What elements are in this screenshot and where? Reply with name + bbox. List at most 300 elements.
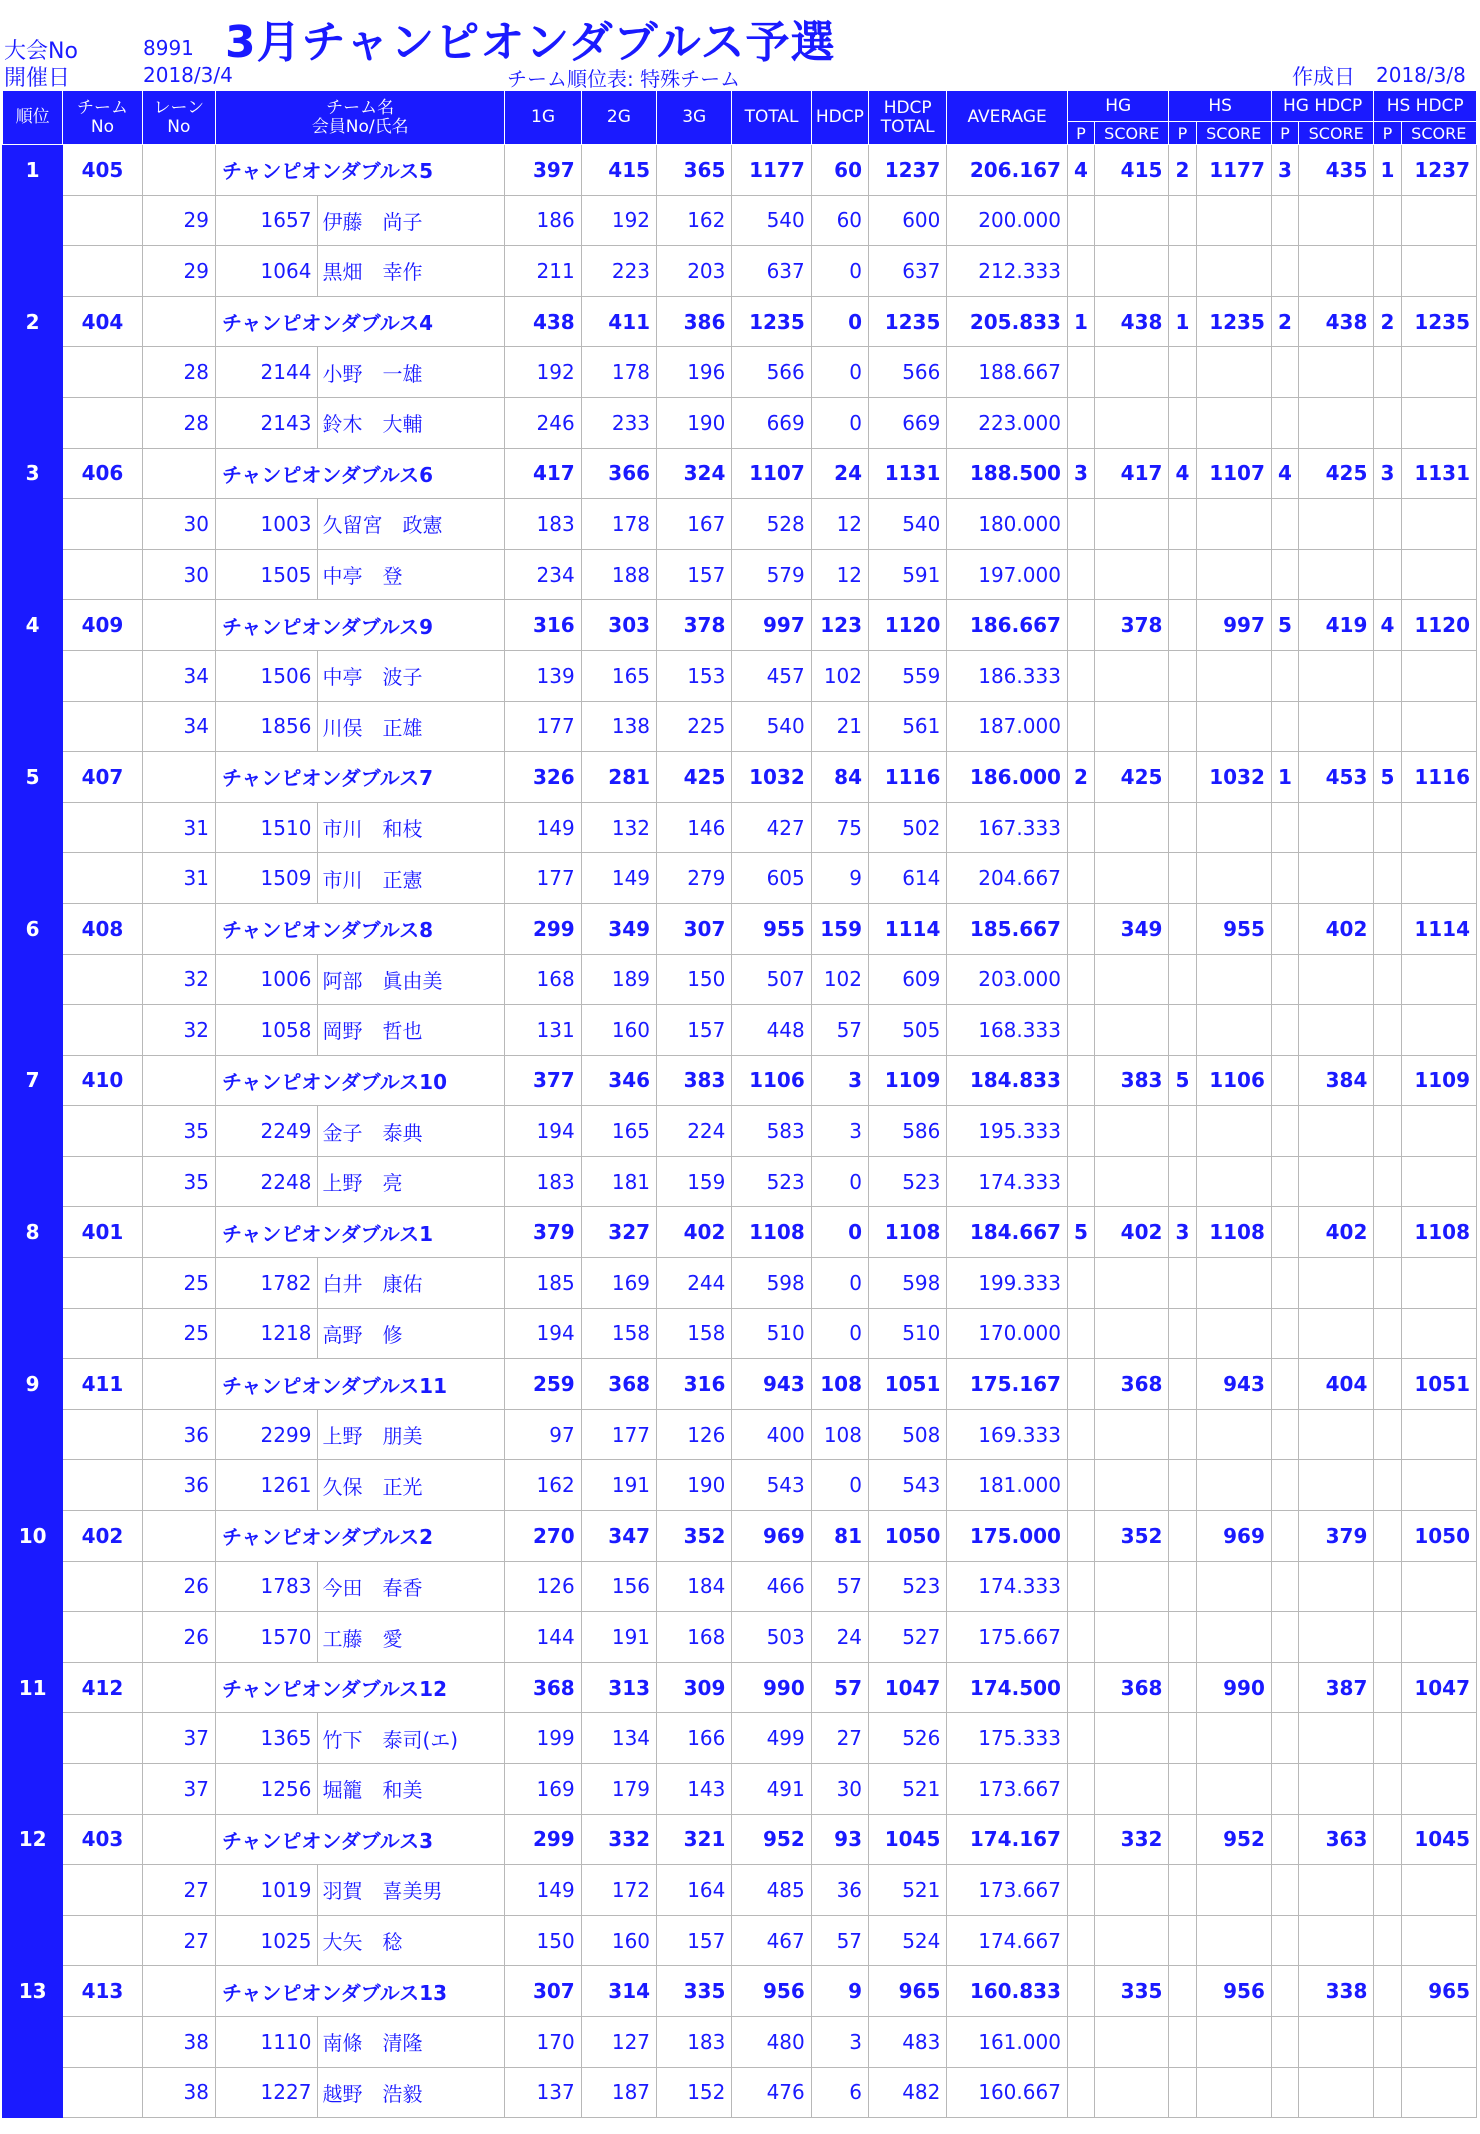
avg-cell: 199.333 — [947, 1258, 1068, 1309]
created-date: 2018/3/8 — [1376, 63, 1466, 87]
avg-cell: 167.333 — [947, 802, 1068, 853]
g2-cell: 169 — [581, 1258, 656, 1309]
hg-place-cell: 3 — [1067, 448, 1094, 499]
empty-cell — [1401, 1764, 1477, 1815]
hdcp-cell: 0 — [811, 296, 868, 347]
hg-score-cell: 378 — [1095, 600, 1169, 651]
g1-cell: 199 — [505, 1713, 581, 1764]
empty-cell — [1169, 2016, 1196, 2067]
g3-cell: 378 — [657, 600, 732, 651]
hg-place-cell — [1067, 1966, 1094, 2017]
empty-cell — [1374, 246, 1401, 297]
empty-cell — [1374, 1561, 1401, 1612]
avg-cell: 161.000 — [947, 2016, 1068, 2067]
team-no-cell: 402 — [63, 1511, 142, 1562]
hs-score-cell: 997 — [1196, 600, 1271, 651]
empty-cell — [1067, 2016, 1094, 2067]
member-name-cell: 阿部 眞由美 — [318, 954, 505, 1005]
member-no-cell: 1110 — [215, 2016, 317, 2067]
hs-hdcp-place-cell: 3 — [1374, 448, 1401, 499]
empty-cell — [1169, 1915, 1196, 1966]
empty-cell — [1271, 1005, 1298, 1056]
hg-place-cell — [1067, 600, 1094, 651]
empty-cell — [1095, 499, 1169, 550]
member-row — [3, 2016, 1477, 2067]
empty-cell — [1299, 853, 1374, 904]
empty-cell — [1169, 1764, 1196, 1815]
team-row — [3, 145, 1477, 196]
empty-cell — [1271, 1915, 1298, 1966]
empty-cell — [1169, 499, 1196, 550]
lane-cell: 25 — [142, 1258, 215, 1309]
team-name-cell: チャンピオンダブルス6 — [215, 448, 504, 499]
member-name-cell: 羽賀 喜美男 — [318, 1865, 505, 1916]
col-hg-p: P — [1067, 122, 1094, 145]
team-row — [3, 752, 1477, 803]
g2-cell: 138 — [581, 701, 656, 752]
empty-cell — [1196, 246, 1271, 297]
lane-cell: 35 — [142, 1106, 215, 1157]
hg-place-cell: 5 — [1067, 1207, 1094, 1258]
hg-hdcp-score-cell: 419 — [1299, 600, 1374, 651]
avg-cell: 170.000 — [947, 1308, 1068, 1359]
lane-cell: 26 — [142, 1612, 215, 1663]
empty-cell — [1196, 853, 1271, 904]
empty-cell — [1095, 1106, 1169, 1157]
total-cell: 457 — [732, 650, 811, 701]
hdcp-total-cell: 1050 — [869, 1511, 947, 1562]
col-hgh-p: P — [1271, 122, 1298, 145]
lane-cell — [142, 600, 215, 651]
avg-cell: 200.000 — [947, 195, 1068, 246]
rank-cell: 1 — [3, 145, 63, 196]
lane-cell — [142, 1662, 215, 1713]
lane-cell: 37 — [142, 1764, 215, 1815]
hs-hdcp-place-cell — [1374, 1055, 1401, 1106]
empty-cell — [1169, 802, 1196, 853]
hdcp-total-cell: 521 — [869, 1865, 947, 1916]
empty-cell — [1271, 853, 1298, 904]
empty-cell — [1401, 1713, 1477, 1764]
empty-cell — [1271, 499, 1298, 550]
member-name-cell: 鈴木 大輔 — [318, 397, 505, 448]
avg-cell: 205.833 — [947, 296, 1068, 347]
team-no-cell: 408 — [63, 903, 142, 954]
hdcp-cell: 24 — [811, 1612, 868, 1663]
total-cell: 476 — [732, 2067, 811, 2118]
hs-hdcp-place-cell — [1374, 1814, 1401, 1865]
hdcp-total-cell: 559 — [869, 650, 947, 701]
empty-cell — [1095, 853, 1169, 904]
team-name-cell: チャンピオンダブルス3 — [215, 1814, 504, 1865]
empty-cell — [1299, 1460, 1374, 1511]
total-cell: 466 — [732, 1561, 811, 1612]
g2-cell: 233 — [581, 397, 656, 448]
empty-cell — [1374, 1460, 1401, 1511]
hs-place-cell — [1169, 1966, 1196, 2017]
avg-cell: 175.333 — [947, 1713, 1068, 1764]
team-no-cell: 404 — [63, 296, 142, 347]
avg-cell: 160.667 — [947, 2067, 1068, 2118]
team-no-cell — [63, 246, 142, 297]
empty-cell — [1299, 802, 1374, 853]
hs-place-cell: 5 — [1169, 1055, 1196, 1106]
empty-cell — [1196, 1561, 1271, 1612]
member-row — [3, 246, 1477, 297]
hs-hdcp-place-cell — [1374, 1207, 1401, 1258]
team-row — [3, 1662, 1477, 1713]
hdcp-total-cell: 483 — [869, 2016, 947, 2067]
col-hs: HS — [1169, 91, 1271, 122]
rank-cell — [3, 2016, 63, 2067]
hs-hdcp-place-cell — [1374, 1511, 1401, 1562]
g2-cell: 411 — [581, 296, 656, 347]
hdcp-cell: 30 — [811, 1764, 868, 1815]
rank-cell — [3, 1156, 63, 1207]
rank-cell — [3, 246, 63, 297]
member-row — [3, 499, 1477, 550]
empty-cell — [1067, 1308, 1094, 1359]
total-cell: 427 — [732, 802, 811, 853]
empty-cell — [1067, 1612, 1094, 1663]
empty-cell — [1067, 1764, 1094, 1815]
empty-cell — [1401, 1258, 1477, 1309]
member-row — [3, 1308, 1477, 1359]
rank-cell — [3, 1460, 63, 1511]
g3-cell: 158 — [657, 1308, 732, 1359]
empty-cell — [1299, 1612, 1374, 1663]
member-row — [3, 1764, 1477, 1815]
empty-cell — [1067, 1915, 1094, 1966]
empty-cell — [1196, 549, 1271, 600]
empty-cell — [1196, 701, 1271, 752]
empty-cell — [1067, 1409, 1094, 1460]
g3-cell: 365 — [657, 145, 732, 196]
hg-hdcp-place-cell: 5 — [1271, 600, 1298, 651]
hdcp-total-cell: 561 — [869, 701, 947, 752]
hg-hdcp-place-cell — [1271, 1511, 1298, 1562]
team-no-cell — [63, 802, 142, 853]
hs-hdcp-score-cell: 1109 — [1401, 1055, 1477, 1106]
hdcp-cell: 75 — [811, 802, 868, 853]
empty-cell — [1374, 1409, 1401, 1460]
hs-hdcp-place-cell — [1374, 1662, 1401, 1713]
hg-hdcp-score-cell: 435 — [1299, 145, 1374, 196]
total-cell: 566 — [732, 347, 811, 398]
g3-cell: 126 — [657, 1409, 732, 1460]
avg-cell: 174.167 — [947, 1814, 1068, 1865]
member-no-cell: 2143 — [215, 397, 317, 448]
empty-cell — [1067, 347, 1094, 398]
g3-cell: 324 — [657, 448, 732, 499]
g2-cell: 191 — [581, 1612, 656, 1663]
g3-cell: 153 — [657, 650, 732, 701]
total-cell: 1177 — [732, 145, 811, 196]
total-cell: 540 — [732, 195, 811, 246]
hs-place-cell — [1169, 600, 1196, 651]
g3-cell: 162 — [657, 195, 732, 246]
hg-hdcp-place-cell: 3 — [1271, 145, 1298, 196]
team-no-cell — [63, 1713, 142, 1764]
g2-cell: 191 — [581, 1460, 656, 1511]
avg-cell: 184.667 — [947, 1207, 1068, 1258]
hg-hdcp-score-cell: 387 — [1299, 1662, 1374, 1713]
empty-cell — [1271, 347, 1298, 398]
hg-hdcp-score-cell: 384 — [1299, 1055, 1374, 1106]
hdcp-total-cell: 505 — [869, 1005, 947, 1056]
empty-cell — [1401, 1156, 1477, 1207]
hs-score-cell: 943 — [1196, 1359, 1271, 1410]
team-name-cell: チャンピオンダブルス2 — [215, 1511, 504, 1562]
empty-cell — [1095, 549, 1169, 600]
team-row — [3, 1359, 1477, 1410]
team-no-cell — [63, 1005, 142, 1056]
hdcp-total-cell: 609 — [869, 954, 947, 1005]
empty-cell — [1169, 1865, 1196, 1916]
hdcp-cell: 9 — [811, 853, 868, 904]
lane-cell: 38 — [142, 2067, 215, 2118]
hs-place-cell — [1169, 903, 1196, 954]
team-row — [3, 296, 1477, 347]
empty-cell — [1401, 802, 1477, 853]
g2-cell: 179 — [581, 1764, 656, 1815]
team-no-cell — [63, 1865, 142, 1916]
total-cell: 1108 — [732, 1207, 811, 1258]
member-row — [3, 802, 1477, 853]
hdcp-total-cell: 598 — [869, 1258, 947, 1309]
empty-cell — [1374, 802, 1401, 853]
hdcp-total-cell: 965 — [869, 1966, 947, 2017]
g3-cell: 309 — [657, 1662, 732, 1713]
team-no-cell — [63, 1561, 142, 1612]
empty-cell — [1299, 2067, 1374, 2118]
rank-cell — [3, 853, 63, 904]
empty-cell — [1196, 1865, 1271, 1916]
empty-cell — [1169, 1106, 1196, 1157]
member-name-cell: 市川 和枝 — [318, 802, 505, 853]
member-name-cell: 竹下 泰司(エ) — [318, 1713, 505, 1764]
empty-cell — [1067, 853, 1094, 904]
team-no-cell — [63, 853, 142, 904]
member-name-cell: 南條 清隆 — [318, 2016, 505, 2067]
g2-cell: 165 — [581, 650, 656, 701]
empty-cell — [1169, 397, 1196, 448]
hg-hdcp-place-cell — [1271, 1966, 1298, 2017]
empty-cell — [1095, 1915, 1169, 1966]
avg-cell: 173.667 — [947, 1865, 1068, 1916]
member-row — [3, 1106, 1477, 1157]
team-row — [3, 600, 1477, 651]
empty-cell — [1196, 195, 1271, 246]
hs-place-cell: 2 — [1169, 145, 1196, 196]
g3-cell: 143 — [657, 1764, 732, 1815]
empty-cell — [1196, 1713, 1271, 1764]
empty-cell — [1169, 1308, 1196, 1359]
hdcp-cell: 12 — [811, 499, 868, 550]
empty-cell — [1169, 195, 1196, 246]
empty-cell — [1196, 1915, 1271, 1966]
hdcp-total-cell: 543 — [869, 1460, 947, 1511]
member-no-cell: 1256 — [215, 1764, 317, 1815]
hdcp-cell: 60 — [811, 195, 868, 246]
lane-cell: 29 — [142, 246, 215, 297]
member-no-cell: 1365 — [215, 1713, 317, 1764]
hdcp-cell: 57 — [811, 1662, 868, 1713]
total-cell: 598 — [732, 1258, 811, 1309]
team-no-cell — [63, 397, 142, 448]
empty-cell — [1169, 853, 1196, 904]
empty-cell — [1095, 246, 1169, 297]
member-no-cell: 2299 — [215, 1409, 317, 1460]
g2-cell: 132 — [581, 802, 656, 853]
member-no-cell: 1006 — [215, 954, 317, 1005]
hdcp-cell: 9 — [811, 1966, 868, 2017]
g2-cell: 313 — [581, 1662, 656, 1713]
empty-cell — [1401, 1865, 1477, 1916]
total-cell: 952 — [732, 1814, 811, 1865]
total-cell: 1106 — [732, 1055, 811, 1106]
empty-cell — [1196, 802, 1271, 853]
rank-cell — [3, 1561, 63, 1612]
col-3g: 3G — [657, 91, 732, 145]
hg-score-cell: 368 — [1095, 1662, 1169, 1713]
empty-cell — [1374, 1764, 1401, 1815]
empty-cell — [1271, 397, 1298, 448]
avg-cell: 203.000 — [947, 954, 1068, 1005]
col-1g: 1G — [505, 91, 581, 145]
empty-cell — [1299, 1106, 1374, 1157]
g3-cell: 184 — [657, 1561, 732, 1612]
member-no-cell: 1783 — [215, 1561, 317, 1612]
team-row — [3, 1814, 1477, 1865]
total-cell: 669 — [732, 397, 811, 448]
hdcp-total-cell: 502 — [869, 802, 947, 853]
empty-cell — [1401, 2016, 1477, 2067]
hdcp-total-cell: 1116 — [869, 752, 947, 803]
hs-hdcp-place-cell: 5 — [1374, 752, 1401, 803]
g1-cell: 149 — [505, 802, 581, 853]
hdcp-total-cell: 1114 — [869, 903, 947, 954]
lane-cell — [142, 1207, 215, 1258]
hs-hdcp-place-cell — [1374, 1359, 1401, 1410]
empty-cell — [1401, 246, 1477, 297]
hg-hdcp-score-cell: 453 — [1299, 752, 1374, 803]
rank-cell — [3, 1308, 63, 1359]
g2-cell: 346 — [581, 1055, 656, 1106]
g1-cell: 170 — [505, 2016, 581, 2067]
empty-cell — [1401, 1561, 1477, 1612]
hdcp-total-cell: 521 — [869, 1764, 947, 1815]
empty-cell — [1095, 701, 1169, 752]
hg-hdcp-place-cell — [1271, 1055, 1298, 1106]
g1-cell: 246 — [505, 397, 581, 448]
total-cell: 485 — [732, 1865, 811, 1916]
empty-cell — [1095, 1409, 1169, 1460]
total-cell: 605 — [732, 853, 811, 904]
total-cell: 955 — [732, 903, 811, 954]
empty-cell — [1067, 246, 1094, 297]
team-no-cell — [63, 954, 142, 1005]
avg-cell: 223.000 — [947, 397, 1068, 448]
hg-score-cell: 352 — [1095, 1511, 1169, 1562]
team-no-cell: 409 — [63, 600, 142, 651]
member-no-cell: 1505 — [215, 549, 317, 600]
empty-cell — [1299, 2016, 1374, 2067]
g3-cell: 386 — [657, 296, 732, 347]
rank-cell: 5 — [3, 752, 63, 803]
member-row — [3, 347, 1477, 398]
hdcp-cell: 36 — [811, 1865, 868, 1916]
empty-cell — [1169, 1409, 1196, 1460]
total-cell: 480 — [732, 2016, 811, 2067]
hdcp-cell: 3 — [811, 1055, 868, 1106]
empty-cell — [1067, 1156, 1094, 1207]
avg-cell: 195.333 — [947, 1106, 1068, 1157]
total-cell: 956 — [732, 1966, 811, 2017]
g3-cell: 196 — [657, 347, 732, 398]
g1-cell: 438 — [505, 296, 581, 347]
empty-cell — [1169, 549, 1196, 600]
g3-cell: 307 — [657, 903, 732, 954]
member-no-cell: 1025 — [215, 1915, 317, 1966]
hg-hdcp-score-cell: 404 — [1299, 1359, 1374, 1410]
g2-cell: 187 — [581, 2067, 656, 2118]
member-name-cell: 大矢 稔 — [318, 1915, 505, 1966]
empty-cell — [1299, 701, 1374, 752]
total-cell: 510 — [732, 1308, 811, 1359]
hg-place-cell — [1067, 1662, 1094, 1713]
g2-cell: 149 — [581, 853, 656, 904]
hs-score-cell: 952 — [1196, 1814, 1271, 1865]
hdcp-cell: 102 — [811, 954, 868, 1005]
empty-cell — [1169, 1460, 1196, 1511]
hs-score-cell: 956 — [1196, 1966, 1271, 2017]
empty-cell — [1374, 1258, 1401, 1309]
empty-cell — [1374, 2016, 1401, 2067]
hdcp-cell: 159 — [811, 903, 868, 954]
avg-cell: 188.500 — [947, 448, 1068, 499]
hs-score-cell: 1108 — [1196, 1207, 1271, 1258]
member-row — [3, 195, 1477, 246]
member-no-cell: 1058 — [215, 1005, 317, 1056]
lane-cell — [142, 752, 215, 803]
member-name-cell: 中亭 波子 — [318, 650, 505, 701]
member-no-cell: 1782 — [215, 1258, 317, 1309]
hg-hdcp-score-cell: 363 — [1299, 1814, 1374, 1865]
avg-cell: 174.333 — [947, 1561, 1068, 1612]
rank-cell — [3, 1005, 63, 1056]
hdcp-total-cell: 1108 — [869, 1207, 947, 1258]
g1-cell: 150 — [505, 1915, 581, 1966]
g2-cell: 327 — [581, 1207, 656, 1258]
hdcp-cell: 123 — [811, 600, 868, 651]
member-no-cell: 1856 — [215, 701, 317, 752]
empty-cell — [1374, 701, 1401, 752]
total-cell: 943 — [732, 1359, 811, 1410]
empty-cell — [1095, 1713, 1169, 1764]
empty-cell — [1374, 1915, 1401, 1966]
g2-cell: 188 — [581, 549, 656, 600]
empty-cell — [1271, 954, 1298, 1005]
member-name-cell: 金子 泰典 — [318, 1106, 505, 1157]
g2-cell: 172 — [581, 1865, 656, 1916]
hs-place-cell — [1169, 1359, 1196, 1410]
g3-cell: 244 — [657, 1258, 732, 1309]
hdcp-total-cell: 1120 — [869, 600, 947, 651]
rank-cell — [3, 1258, 63, 1309]
g2-cell: 223 — [581, 246, 656, 297]
total-cell: 499 — [732, 1713, 811, 1764]
